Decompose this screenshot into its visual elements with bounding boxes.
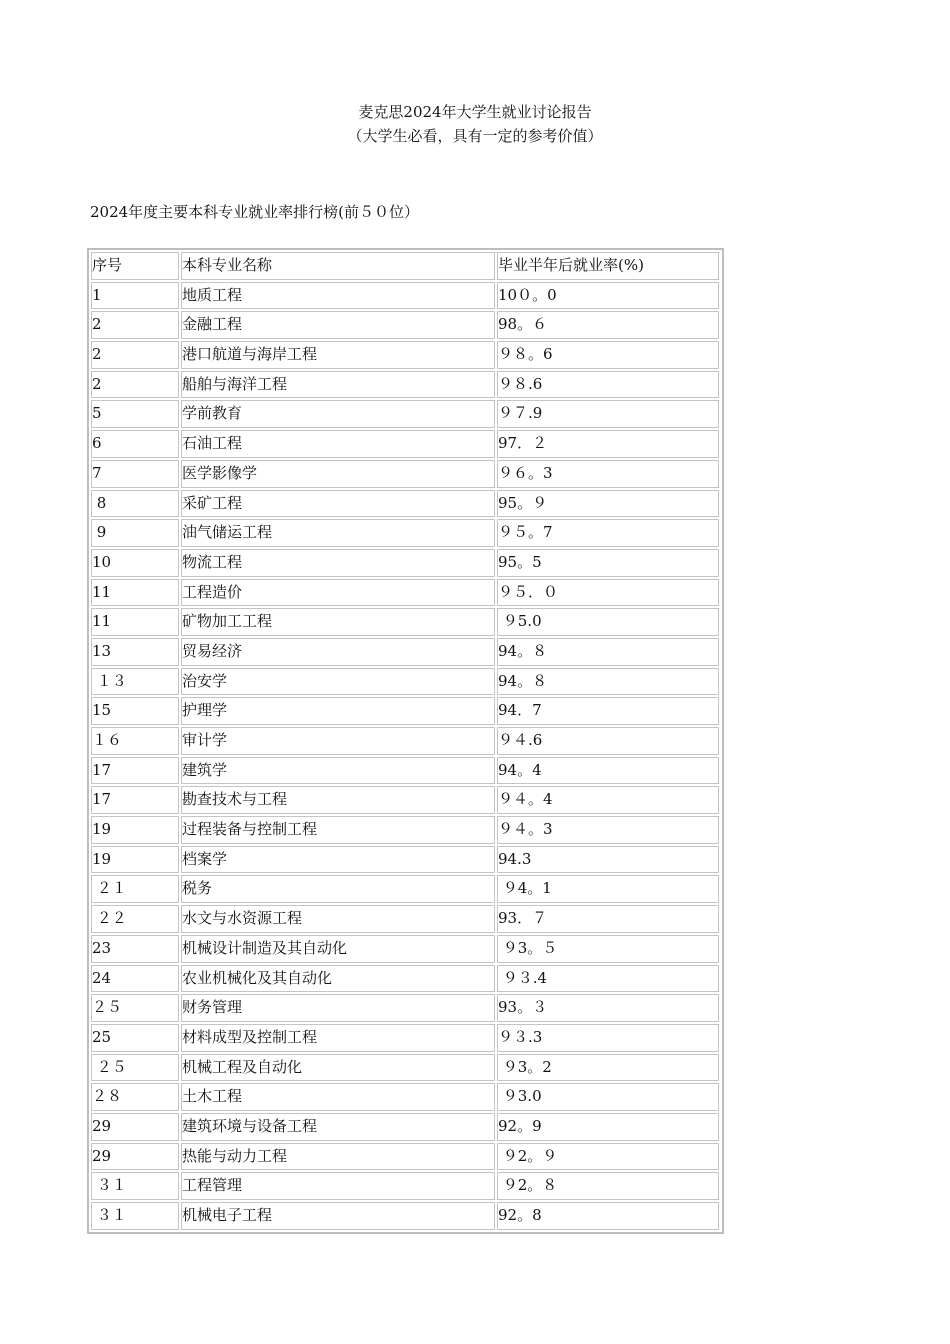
major-cell: 农业机械化及其自动化 bbox=[181, 965, 495, 993]
rank-cell: ２５ bbox=[91, 1054, 179, 1082]
table-row bbox=[90, 845, 721, 875]
table-row bbox=[90, 429, 721, 459]
major-cell: 过程装备与控制工程 bbox=[181, 816, 495, 844]
rate-cell: ９3。2 bbox=[497, 1054, 719, 1082]
rank-cell: 11 bbox=[91, 579, 179, 607]
major-cell: 工程管理 bbox=[181, 1172, 495, 1200]
rank-cell: 1 bbox=[91, 282, 179, 310]
table-row bbox=[90, 489, 721, 519]
rank-cell: ３１ bbox=[91, 1202, 179, 1230]
rank-cell: 29 bbox=[91, 1113, 179, 1141]
rank-cell: 9 bbox=[91, 519, 179, 547]
table-row bbox=[90, 578, 721, 608]
rate-cell: ９2。９ bbox=[497, 1143, 719, 1171]
rate-cell: 93．７ bbox=[497, 905, 719, 933]
table-row bbox=[90, 607, 721, 637]
major-cell: 采矿工程 bbox=[181, 490, 495, 518]
table-row bbox=[90, 696, 721, 726]
major-cell: 审计学 bbox=[181, 727, 495, 755]
rate-cell: ９4。1 bbox=[497, 875, 719, 903]
rank-cell: 8 bbox=[91, 490, 179, 518]
table-row bbox=[90, 370, 721, 400]
table-row bbox=[90, 281, 721, 311]
rate-cell: 97．２ bbox=[497, 430, 719, 458]
major-cell: 治安学 bbox=[181, 668, 495, 696]
major-cell: 石油工程 bbox=[181, 430, 495, 458]
rank-cell: ２２ bbox=[91, 905, 179, 933]
rate-cell: 94。８ bbox=[497, 668, 719, 696]
rate-cell: 10０。0 bbox=[497, 282, 719, 310]
table-body bbox=[90, 281, 721, 1231]
rank-cell: １３ bbox=[91, 668, 179, 696]
rank-cell: 6 bbox=[91, 430, 179, 458]
rate-cell: 98。６ bbox=[497, 311, 719, 339]
rate-cell: ９5.0 bbox=[497, 608, 719, 636]
table-caption: 2024年度主要本科专业就业率排行榜(前５０位） bbox=[90, 203, 420, 221]
rate-cell: ９４。4 bbox=[497, 786, 719, 814]
major-cell: 矿物加工工程 bbox=[181, 608, 495, 636]
major-cell: 物流工程 bbox=[181, 549, 495, 577]
table-row bbox=[90, 726, 721, 756]
rate-cell: ９3.0 bbox=[497, 1083, 719, 1111]
table-row bbox=[90, 904, 721, 934]
rank-cell: １６ bbox=[91, 727, 179, 755]
table-row bbox=[90, 1112, 721, 1142]
rank-cell: ２１ bbox=[91, 875, 179, 903]
rank-cell: 2 bbox=[91, 341, 179, 369]
major-cell: 护理学 bbox=[181, 697, 495, 725]
table-row bbox=[90, 637, 721, 667]
rank-cell: 15 bbox=[91, 697, 179, 725]
rank-cell: ２８ bbox=[91, 1083, 179, 1111]
rate-cell: 92。9 bbox=[497, 1113, 719, 1141]
rank-cell: 17 bbox=[91, 786, 179, 814]
table-row bbox=[90, 964, 721, 994]
rate-cell: ９６。3 bbox=[497, 460, 719, 488]
rank-cell: 2 bbox=[91, 371, 179, 399]
rank-cell: 29 bbox=[91, 1143, 179, 1171]
major-cell: 税务 bbox=[181, 875, 495, 903]
rank-cell: 25 bbox=[91, 1024, 179, 1052]
major-cell: 机械设计制造及其自动化 bbox=[181, 935, 495, 963]
major-cell: 水文与水资源工程 bbox=[181, 905, 495, 933]
rank-cell: 17 bbox=[91, 757, 179, 785]
table-row bbox=[90, 1023, 721, 1053]
rate-cell: ９３.4 bbox=[497, 965, 719, 993]
table-row bbox=[90, 1201, 721, 1231]
table-row bbox=[90, 1171, 721, 1201]
major-cell: 机械工程及自动化 bbox=[181, 1054, 495, 1082]
rate-cell: 94.3 bbox=[497, 846, 719, 874]
rank-cell: 7 bbox=[91, 460, 179, 488]
major-cell: 建筑学 bbox=[181, 757, 495, 785]
rate-cell: ９３.3 bbox=[497, 1024, 719, 1052]
table-row bbox=[90, 756, 721, 786]
rank-cell: 13 bbox=[91, 638, 179, 666]
table-row bbox=[90, 399, 721, 429]
column-header-rate: 毕业半年后就业率(%) bbox=[497, 252, 719, 280]
rate-cell: ９４.6 bbox=[497, 727, 719, 755]
table-row bbox=[90, 993, 721, 1023]
rate-cell: ９８。6 bbox=[497, 341, 719, 369]
major-cell: 学前教育 bbox=[181, 400, 495, 428]
employment-rate-table bbox=[87, 248, 724, 1234]
rank-cell: 10 bbox=[91, 549, 179, 577]
table-row bbox=[90, 815, 721, 845]
column-header-rank: 序号 bbox=[91, 252, 179, 280]
rank-cell: ３１ bbox=[91, 1172, 179, 1200]
rate-cell: 95。９ bbox=[497, 490, 719, 518]
report-title: 麦克思2024年大学生就业讨论报告 bbox=[358, 103, 592, 121]
rank-cell: 23 bbox=[91, 935, 179, 963]
rate-cell: 95。5 bbox=[497, 549, 719, 577]
rate-cell: ９2。８ bbox=[497, 1172, 719, 1200]
rank-cell: 19 bbox=[91, 846, 179, 874]
table-row bbox=[90, 518, 721, 548]
major-cell: 船舶与海洋工程 bbox=[181, 371, 495, 399]
rate-cell: 94．7 bbox=[497, 697, 719, 725]
major-cell: 工程造价 bbox=[181, 579, 495, 607]
rate-cell: ９７.9 bbox=[497, 400, 719, 428]
major-cell: 勘查技术与工程 bbox=[181, 786, 495, 814]
major-cell: 医学影像学 bbox=[181, 460, 495, 488]
rank-cell: ２５ bbox=[91, 994, 179, 1022]
rate-cell: 92。8 bbox=[497, 1202, 719, 1230]
major-cell: 档案学 bbox=[181, 846, 495, 874]
table-row bbox=[90, 934, 721, 964]
major-cell: 港口航道与海岸工程 bbox=[181, 341, 495, 369]
rate-cell: ９５．０ bbox=[497, 579, 719, 607]
major-cell: 财务管理 bbox=[181, 994, 495, 1022]
table-header-row bbox=[90, 251, 721, 281]
major-cell: 建筑环境与设备工程 bbox=[181, 1113, 495, 1141]
table-row bbox=[90, 785, 721, 815]
major-cell: 油气储运工程 bbox=[181, 519, 495, 547]
rank-cell: 2 bbox=[91, 311, 179, 339]
major-cell: 土木工程 bbox=[181, 1083, 495, 1111]
rank-cell: 19 bbox=[91, 816, 179, 844]
major-cell: 机械电子工程 bbox=[181, 1202, 495, 1230]
table-row bbox=[90, 874, 721, 904]
rank-cell: 24 bbox=[91, 965, 179, 993]
rate-cell: ９3。５ bbox=[497, 935, 719, 963]
major-cell: 热能与动力工程 bbox=[181, 1143, 495, 1171]
table-row bbox=[90, 1082, 721, 1112]
rate-cell: 94。８ bbox=[497, 638, 719, 666]
major-cell: 贸易经济 bbox=[181, 638, 495, 666]
major-cell: 材料成型及控制工程 bbox=[181, 1024, 495, 1052]
rate-cell: ９５。7 bbox=[497, 519, 719, 547]
table-row bbox=[90, 340, 721, 370]
table-row bbox=[90, 459, 721, 489]
rate-cell: ９４。3 bbox=[497, 816, 719, 844]
table-row bbox=[90, 1053, 721, 1083]
table-row bbox=[90, 310, 721, 340]
rate-cell: ９８.6 bbox=[497, 371, 719, 399]
table-row bbox=[90, 1142, 721, 1172]
rank-cell: 11 bbox=[91, 608, 179, 636]
report-subtitle: （大学生必看，具有一定的参考价值） bbox=[347, 127, 603, 145]
major-cell: 金融工程 bbox=[181, 311, 495, 339]
major-cell: 地质工程 bbox=[181, 282, 495, 310]
rate-cell: 94。4 bbox=[497, 757, 719, 785]
column-header-major: 本科专业名称 bbox=[181, 252, 495, 280]
table-row bbox=[90, 667, 721, 697]
rank-cell: 5 bbox=[91, 400, 179, 428]
table-row bbox=[90, 548, 721, 578]
rate-cell: 93。３ bbox=[497, 994, 719, 1022]
